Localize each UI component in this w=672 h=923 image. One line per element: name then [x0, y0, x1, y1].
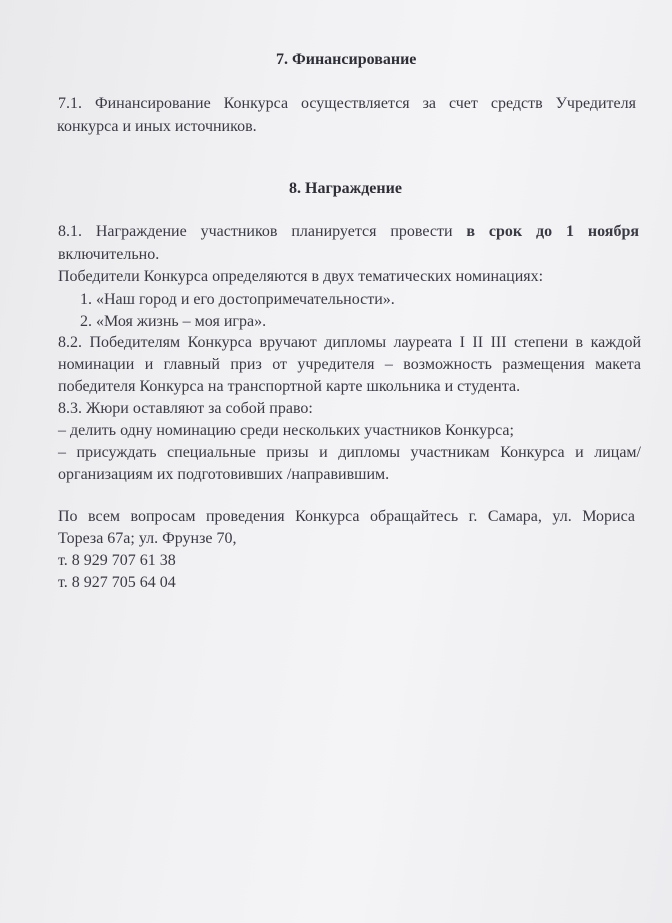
contacts-phone-1: т. 8 929 707 61 38 [58, 552, 176, 569]
nomination-item-1: 1. «Наш город и его достопримечательности». [80, 291, 395, 308]
section-8-3-line-3: – присуждать специальные призы и дипломы участникам Конкурса и лицам/ [58, 444, 641, 461]
section-8-heading: 8. Награждение [289, 180, 402, 197]
section-8-1-text: 8.1. Награждение участников планируется провести [58, 223, 467, 240]
section-8-2-line-1: 8.2. Победителям Конкурса вручают дипломы лауреата I II III степени в каждой [58, 334, 641, 351]
contacts-line-2: Тореза 67а; ул. Фрунзе 70, [58, 530, 237, 547]
section-8-3-line-1: 8.3. Жюри оставляют за собой право: [58, 400, 313, 417]
section-8-2-line-3: победителя Конкурса на транспортной карте школьника и студента. [58, 378, 521, 395]
section-8-1-line-1 [58, 223, 639, 241]
section-8-1-deadline: в срок до 1 ноября [466, 223, 639, 240]
nomination-item-2: 2. «Моя жизнь – моя игра». [80, 313, 267, 330]
section-7-heading: 7. Финансирование [276, 51, 417, 68]
section-8-3-line-4: организациям их подготовивших /направившим. [58, 466, 390, 483]
section-8-2-line-2: номинации и главный приз от учредителя – возможность размещения макета [58, 356, 641, 373]
winners-line: Победители Конкурса определяются в двух тематических номинациях: [58, 268, 544, 285]
section-8-3-line-2: – делить одну номинацию среди нескольких участников Конкурса; [58, 422, 514, 439]
section-7-1-line-2: конкурса и иных источников. [57, 118, 257, 135]
section-7-1-line-1: 7.1. Финансирование Конкурса осуществляется за счет средств Учредителя [58, 95, 636, 112]
contacts-phone-2: т. 8 927 705 64 04 [58, 574, 176, 591]
contacts-line-1: По всем вопросам проведения Конкурса обращайтесь г. Самара, ул. Мориса [58, 508, 635, 525]
section-8-1-line-2: включительно. [58, 246, 160, 263]
